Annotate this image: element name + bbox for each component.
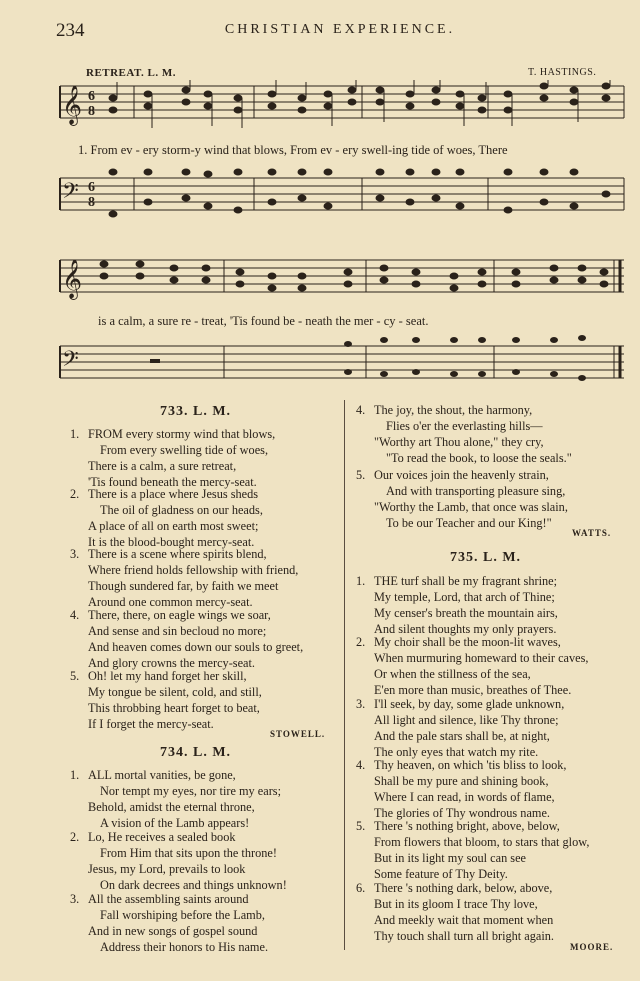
stanza-line: When murmuring homeward to their caves, xyxy=(374,651,589,665)
hymn-735-stanza-2 xyxy=(356,634,589,698)
stanza-line: "Worthy the Lamb, that once was slain, xyxy=(374,500,568,514)
whole-rest-icon xyxy=(150,359,160,363)
stanza-line: Where friend holds fellowship with friend, xyxy=(88,563,299,577)
stanza-line: Or when the stillness of the sea, xyxy=(374,667,531,681)
hymn-733-title: 733. L. M. xyxy=(160,404,232,419)
hymn-733-stanza-5 xyxy=(70,668,262,732)
stanza-line: And in new songs of gospel sound xyxy=(88,924,258,938)
hymn-734-author: WATTS. xyxy=(572,528,612,538)
stanza-line: From flowers that bloom, to stars that glow, xyxy=(374,835,590,849)
stanza-number: 4. xyxy=(356,758,366,772)
stanza-line: On dark decrees and things unknown! xyxy=(100,878,287,892)
stanza-number: 6. xyxy=(356,881,366,895)
bass-staff-system2 xyxy=(58,334,628,392)
stanza-line: There 's nothing bright, above, below, xyxy=(374,819,560,833)
stanza-line: My temple, Lord, that arch of Thine; xyxy=(374,590,555,604)
hymn-735-stanza-3 xyxy=(356,696,565,760)
hymn-733-author: STOWELL. xyxy=(270,729,326,739)
stanza-number: 2. xyxy=(70,830,80,844)
stanza-line: "Worthy art Thou alone," they cry, xyxy=(374,435,544,449)
hymn-735-stanza-5 xyxy=(356,818,590,882)
stanza-line: My choir shall be the moon-lit waves, xyxy=(374,635,561,649)
stanza-line: And the pale stars shall be, at night, xyxy=(374,729,550,743)
stanza-line: Some feature of Thy Deity. xyxy=(374,867,508,881)
running-title: CHRISTIAN EXPERIENCE. xyxy=(224,22,456,37)
stanza-line: The oil of gladness on our heads, xyxy=(100,503,263,517)
stanza-line: My tongue be silent, cold, and still, xyxy=(88,685,262,699)
hymn-734-title: 734. L. M. xyxy=(160,745,232,760)
stanza-line: Address their honors to His name. xyxy=(100,940,269,954)
bass-time-sig-bottom: 8 xyxy=(88,195,95,210)
stanza-line: If I forget the mercy-seat. xyxy=(88,717,214,731)
stanza-line: The glories of Thy wondrous name. xyxy=(374,806,550,820)
hymn-735-stanza-4 xyxy=(356,757,567,821)
stanza-line: Behold, amidst the eternal throne, xyxy=(88,800,255,814)
stanza-line: The joy, the shout, the harmony, xyxy=(374,403,533,417)
stanza-number: 2. xyxy=(70,487,80,501)
stanza-number: 5. xyxy=(70,669,80,683)
stanza-line: Though sundered far, by faith we meet xyxy=(88,579,279,593)
stanza-line: From every swelling tide of woes, xyxy=(100,443,269,457)
treble-staff-system2 xyxy=(58,250,628,308)
stanza-line: It is the blood-bought mercy-seat. xyxy=(88,535,255,549)
stanza-number: 2. xyxy=(356,635,366,649)
stanza-line: Lo, He receives a sealed book xyxy=(88,830,236,844)
stanza-line: E'en more than music, breathes of Thee. xyxy=(374,683,572,697)
stanza-line: There is a place where Jesus sheds xyxy=(88,487,259,501)
treble-staff-system1 xyxy=(58,80,628,138)
stanza-line: "To read the book, to loose the seals." xyxy=(386,451,572,465)
stanza-line: There is a calm, a sure retreat, xyxy=(88,459,237,473)
stanza-line: Shall be my pure and shining book, xyxy=(374,774,549,788)
stanza-line: There, there, on eagle wings we soar, xyxy=(88,608,271,622)
stanza-line: FROM every stormy wind that blows, xyxy=(88,427,276,441)
stanza-line: The only eyes that watch my rite. xyxy=(374,745,539,759)
stanza-line: But in its gloom I trace Thy love, xyxy=(374,897,538,911)
hymn-735-author: MOORE. xyxy=(570,942,614,952)
bass-clef-icon: 𝄢 xyxy=(62,179,79,208)
hymn-734-stanza-4 xyxy=(356,402,572,466)
stanza-line: And sense and sin becloud no more; xyxy=(88,624,267,638)
stanza-line: Oh! let my hand forget her skill, xyxy=(88,669,247,683)
hymn-735-title: 735. L. M. xyxy=(450,550,522,565)
hymn-733-stanza-2 xyxy=(70,486,263,550)
stanza-line: Where I can read, in words of flame, xyxy=(374,790,555,804)
hymn-735-stanza-1 xyxy=(356,573,558,637)
stanza-line: Fall worshiping before the Lamb, xyxy=(100,908,265,922)
hymn-733-stanza-3 xyxy=(70,546,299,610)
hymn-733-stanza-4 xyxy=(70,607,304,671)
bass-time-sig-top: 6 xyxy=(88,180,95,195)
stanza-line: This throbbing heart forget to beat, xyxy=(88,701,260,715)
time-sig-top: 6 xyxy=(88,89,95,104)
hymn-734-stanza-2 xyxy=(70,829,287,893)
stanza-line: A place of all on earth most sweet; xyxy=(88,519,259,533)
composer-credit: T. HASTINGS. xyxy=(528,67,597,78)
stanza-line: There 's nothing dark, below, above, xyxy=(374,881,553,895)
time-sig-bottom: 8 xyxy=(88,104,95,119)
bass-clef-icon-2: 𝄢 xyxy=(62,347,79,376)
hymn-735-stanza-6 xyxy=(356,880,554,944)
treble-clef-icon: 𝄞 xyxy=(62,87,83,124)
stanza-line: ALL mortal vanities, be gone, xyxy=(88,768,236,782)
stanza-line: All light and silence, like Thy throne; xyxy=(374,713,559,727)
stanza-line: 'Tis found beneath the mercy-seat. xyxy=(88,475,257,489)
stanza-line: Around one common mercy-seat. xyxy=(88,595,253,609)
stanza-number: 3. xyxy=(70,547,80,561)
hymn-733-stanza-1 xyxy=(70,426,276,490)
stanza-line: My censer's breath the mountain airs, xyxy=(374,606,558,620)
stanza-line: I'll seek, by day, some glade unknown, xyxy=(374,697,565,711)
stanza-line: Thy heaven, on which 'tis bliss to look, xyxy=(374,758,567,772)
stanza-number: 5. xyxy=(356,819,366,833)
stanza-line: And silent thoughts my only prayers. xyxy=(374,622,557,636)
tune-name: RETREAT. L. M. xyxy=(86,67,177,79)
stanza-line: Nor tempt my eyes, nor tire my ears; xyxy=(100,784,281,798)
stanza-line: All the assembling saints around xyxy=(88,892,249,906)
hymn-734-stanza-5 xyxy=(356,467,568,531)
hymn-734-stanza-3 xyxy=(70,891,269,955)
stanza-number: 1. xyxy=(70,768,80,782)
stanza-line: Jesus, my Lord, prevails to look xyxy=(88,862,246,876)
stanza-line: And with transporting pleasure sing, xyxy=(386,484,566,498)
stanza-line: To be our Teacher and our King!" xyxy=(386,516,552,530)
stanza-number: 3. xyxy=(356,697,366,711)
stanza-number: 5. xyxy=(356,468,366,482)
treble-clef-icon-2: 𝄞 xyxy=(62,261,83,298)
stanza-line: And glory crowns the mercy-seat. xyxy=(88,656,255,670)
stanza-line: And heaven comes down our souls to greet, xyxy=(88,640,304,654)
stanza-line: Thy touch shall turn all bright again. xyxy=(374,929,554,943)
lyrics-line-2: is a calm, a sure re - treat, 'Tis found be - neath the mer - cy - seat. xyxy=(98,314,429,328)
page-number: 234 xyxy=(56,20,85,41)
stanza-number: 1. xyxy=(356,574,366,588)
stanza-line: But in its light my soul can see xyxy=(374,851,526,865)
stanza-number: 4. xyxy=(356,403,366,417)
column-divider xyxy=(344,400,345,950)
lyrics-line-1: 1. From ev - ery storm-y wind that blows, From ev - ery swell-ing tide of woes, There xyxy=(78,143,508,157)
stanza-line: THE turf shall be my fragrant shrine; xyxy=(374,574,558,588)
stanza-line: Flies o'er the everlasting hills— xyxy=(386,419,543,433)
stanza-line: And meekly wait that moment when xyxy=(374,913,554,927)
stanza-line: Our voices join the heavenly strain, xyxy=(374,468,549,482)
hymn-734-stanza-1 xyxy=(70,767,281,831)
stanza-line: From Him that sits upon the throne! xyxy=(100,846,277,860)
stanza-line: There is a scene where spirits blend, xyxy=(88,547,267,561)
stanza-number: 4. xyxy=(70,608,80,622)
stanza-number: 1. xyxy=(70,427,80,441)
stanza-number: 3. xyxy=(70,892,80,906)
stanza-line: A vision of the Lamb appears! xyxy=(100,816,250,830)
bass-staff-system1 xyxy=(58,168,628,226)
